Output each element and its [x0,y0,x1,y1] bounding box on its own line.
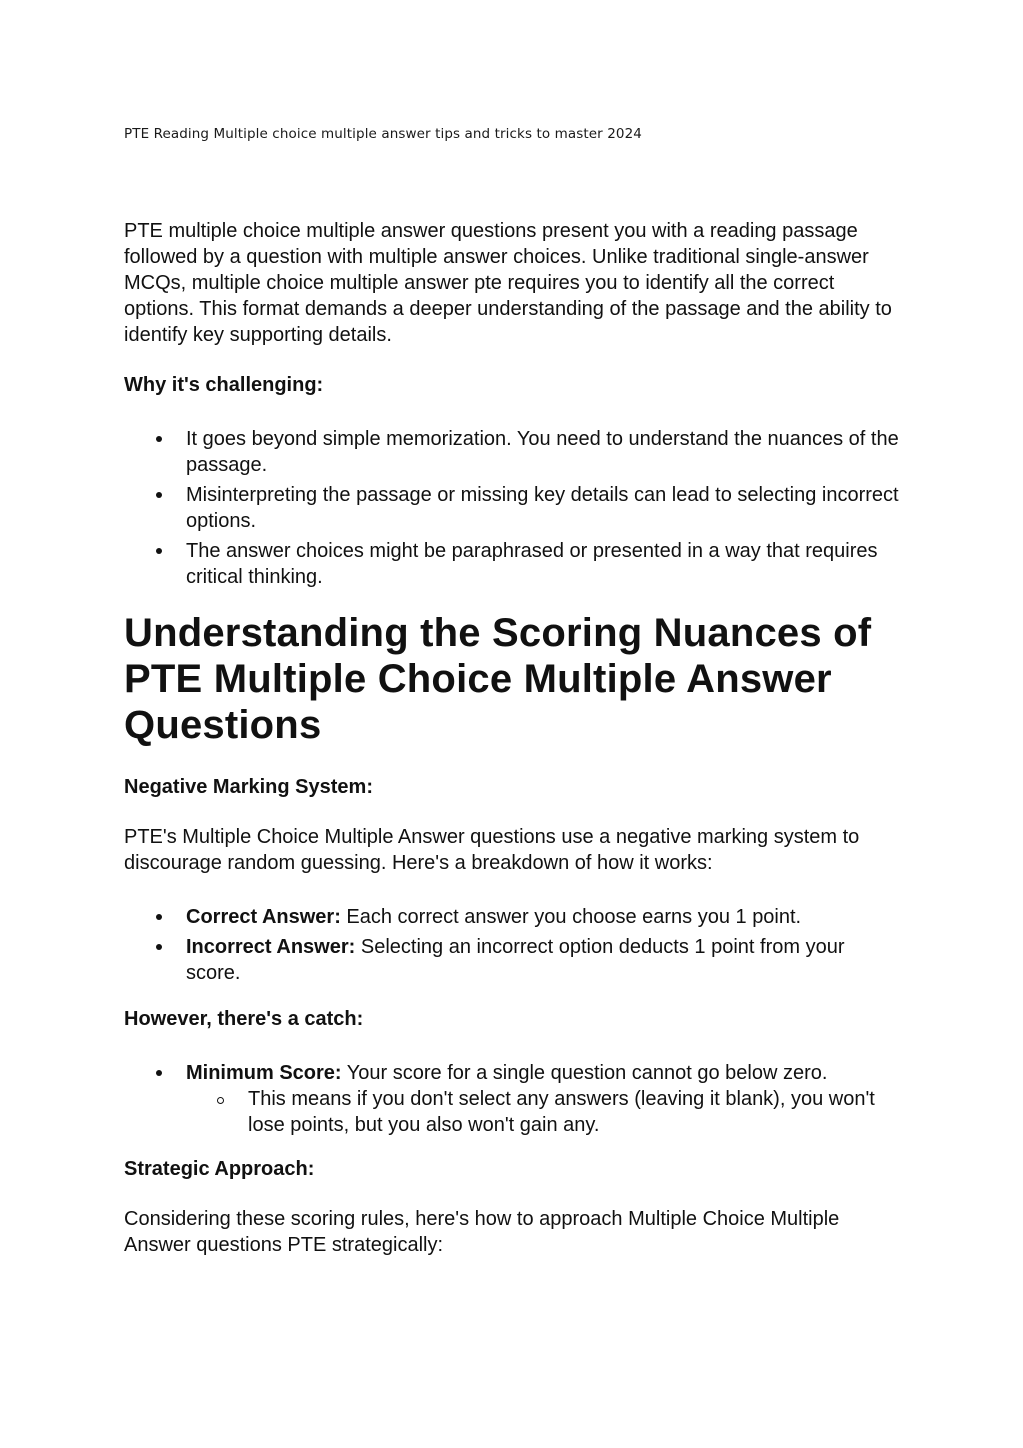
negative-marking-paragraph: PTE's Multiple Choice Multiple Answer questions use a negative marking system to discourage random guessing. Here's a breakdown of how it works: [124,826,860,874]
item-label: Incorrect Answer: [186,936,356,958]
negative-marking-heading: Negative Marking System: [124,776,373,798]
list-item: It goes beyond simple memorization. You need to understand the nuances of the passage. [124,426,899,478]
list-item [124,1060,899,1138]
list-item: The answer choices might be paraphrased or presented in a way that requires critical thinking. [124,538,899,590]
item-text: Each correct answer you choose earns you 1 point. [340,906,802,928]
document-title: PTE Reading Multiple choice multiple answer tips and tricks to master 2024 [124,126,642,142]
item-text: Your score for a single question cannot go below zero. [341,1062,828,1084]
scoring-list [124,904,899,986]
list-item: Misinterpreting the passage or missing key details can lead to selecting incorrect options. [124,482,899,534]
intro-paragraph: PTE multiple choice multiple answer questions present you with a reading passage followed by a question with multiple answer choices. Unlike traditional single-answer MCQs, multiple choice multiple answer pte requires you to identify all the correct options. This format demands a deeper understanding of the passage and the ability to identify key supporting details. [124,220,892,346]
document-body [124,218,899,1258]
challenging-heading: Why it's challenging: [124,374,324,396]
catch-heading: However, there's a catch: [124,1008,364,1030]
strategic-paragraph: Considering these scoring rules, here's how to approach Multiple Choice Multiple Answer questions PTE strategically: [124,1208,840,1256]
list-item [124,934,899,986]
section-heading: Understanding the Scoring Nuances of PTE Multiple Choice Multiple Answer Questions [124,611,872,747]
challenging-list [124,426,899,590]
list-item [124,904,899,930]
catch-list [124,1060,899,1138]
item-label: Correct Answer: [186,906,341,928]
strategic-heading: Strategic Approach: [124,1158,315,1180]
item-text: Selecting an incorrect option deducts 1 point from your score. [186,936,845,984]
sub-list-item: This means if you don't select any answers (leaving it blank), you won't lose points, but you also won't gain any. [186,1086,899,1138]
item-label: Minimum Score: [186,1062,342,1084]
catch-sublist [186,1086,899,1138]
